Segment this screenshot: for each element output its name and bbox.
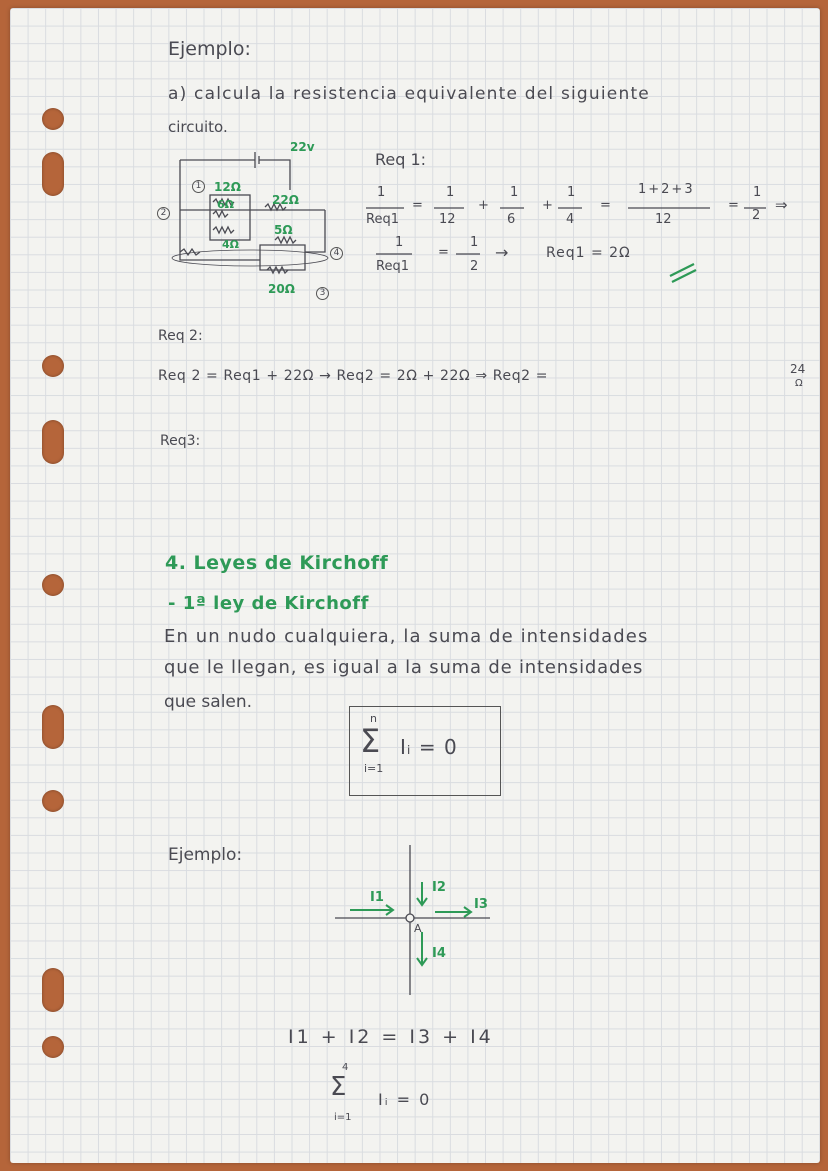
- resistor-12-label: 12Ω: [214, 180, 241, 194]
- voltage-label: 22v: [290, 140, 315, 154]
- example-prompt-cont: circuito.: [168, 118, 228, 136]
- law-text-line2: que le llegan, es igual a la suma de intensidades: [164, 657, 644, 678]
- current-i1-label: I1: [370, 890, 384, 905]
- req3-label: Req3:: [160, 433, 201, 449]
- resistor-6-label: 6Ω: [217, 198, 235, 211]
- binder-hole: [42, 1036, 64, 1058]
- law-text-line1: En un nudo cualquiera, la suma de intensidades: [164, 626, 649, 647]
- sum-lower-limit: i=1: [334, 1112, 352, 1123]
- resistor-22-label: 22Ω: [272, 193, 299, 207]
- resistor-20-label: 20Ω: [268, 282, 295, 296]
- example-heading: Ejemplo:: [168, 38, 251, 60]
- binder-hole: [42, 705, 64, 749]
- node-3-marker: 3: [316, 287, 329, 300]
- kirchhoff-equation: I1 + I2 = I3 + I4: [288, 1026, 494, 1048]
- binder-hole: [42, 108, 64, 130]
- sum-upper-limit: 4: [342, 1062, 349, 1073]
- section-subtitle: - 1ª ley de Kirchoff: [168, 593, 369, 614]
- binder-hole: [42, 420, 64, 464]
- formula-upper-limit: n: [370, 712, 377, 725]
- req2-result-unit: Ω: [795, 378, 803, 389]
- resistor-4-label: 4Ω: [222, 238, 240, 251]
- req1-label: Req 1:: [375, 150, 427, 169]
- req1-result: Req1 = 2Ω: [546, 245, 631, 261]
- current-i4-label: I4: [432, 946, 446, 961]
- sum-sigma: Σ: [330, 1072, 347, 1102]
- node-2-marker: 2: [157, 207, 170, 220]
- current-i3-label: I3: [474, 897, 488, 912]
- example2-heading: Ejemplo:: [168, 845, 243, 865]
- req2-label: Req 2:: [158, 328, 203, 344]
- req2-equation: Req 2 = Req1 + 22Ω → Req2 = 2Ω + 22Ω ⇒ Req2 =: [158, 368, 549, 384]
- node-4-marker: 4: [330, 247, 343, 260]
- result-underline: [668, 258, 698, 284]
- formula-term: Iᵢ = 0: [400, 735, 458, 759]
- node-diagram: [330, 840, 510, 1000]
- current-i2-label: I2: [432, 880, 446, 895]
- binder-hole: [42, 574, 64, 596]
- binder-hole: [42, 790, 64, 812]
- node-1-marker: 1: [192, 180, 205, 193]
- binder-hole: [42, 152, 64, 196]
- example-prompt: a) calcula la resistencia equivalente del siguiente: [168, 84, 650, 104]
- formula-lower-limit: i=1: [364, 762, 384, 775]
- req2-result-value: 24: [790, 362, 806, 376]
- sum-term: Iᵢ = 0: [378, 1090, 432, 1109]
- circuit-diagram: [155, 140, 355, 300]
- formula-sigma: Σ: [360, 722, 381, 760]
- node-a-label: A: [414, 922, 422, 935]
- section-title: 4. Leyes de Kirchoff: [165, 552, 389, 574]
- binder-hole: [42, 355, 64, 377]
- resistor-5-label: 5Ω: [274, 223, 293, 237]
- binder-hole: [42, 968, 64, 1012]
- law-text-line3: que salen.: [164, 692, 253, 712]
